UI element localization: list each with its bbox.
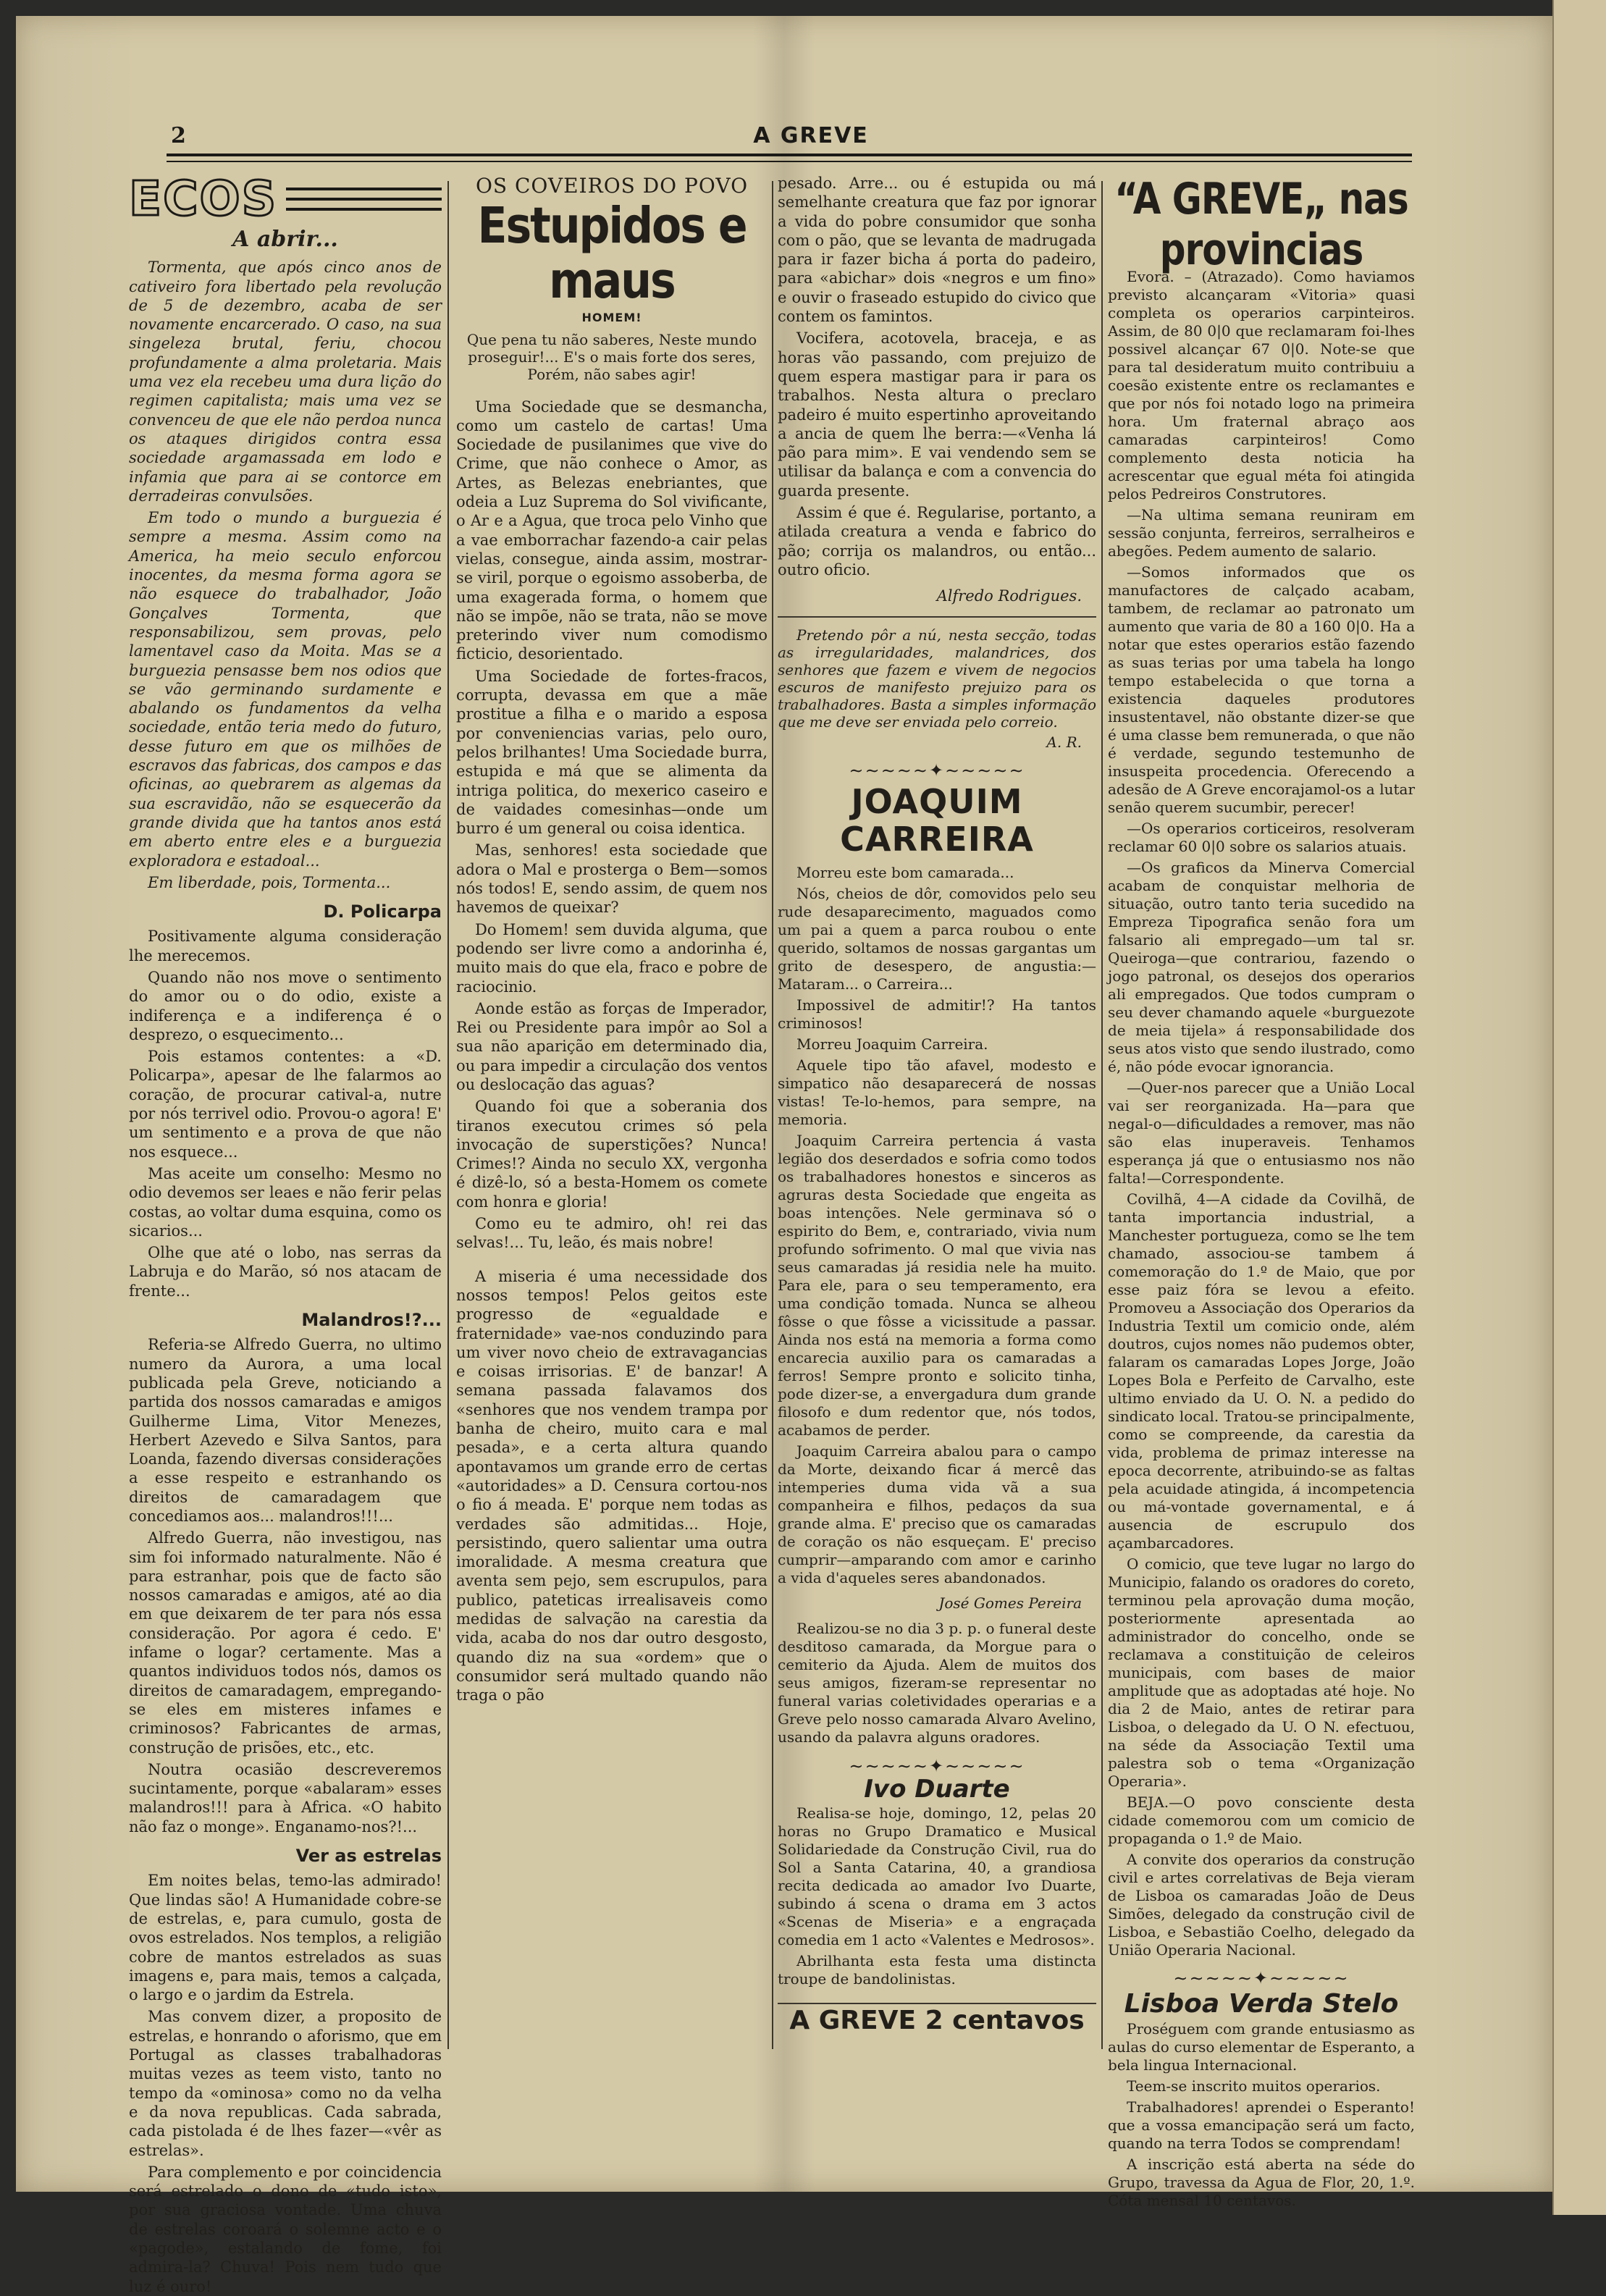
paragraph: Quando foi que a soberania dos tiranos executou crimes só pela invocação de superstições? Nunca! Crimes!? Ainda no seculo XX, vergonha é dizê-lo, só a besta-Homem os comete com honra e gloria! — [456, 1098, 768, 1211]
paragraph: Morreu Joaquim Carreira. — [796, 1035, 988, 1053]
paragraph: Impossivel de admitir!? Ha tantos criminosos! — [778, 996, 1096, 1032]
subhead-malandros: Malandros!?... — [301, 1310, 442, 1331]
paragraph: Morreu este bom camarada... — [796, 863, 1014, 881]
column-ecos — [129, 171, 442, 2295]
paragraph: A convite dos operarios da construção civil e artes correlativas de Beja vieram de Lisboa os camaradas João de Deus Simões, delegado da construção civil de Lisboa, e Sebastião Coelho, delegado da União Operaria Nacional. — [1108, 1851, 1415, 1959]
divider-flourish: ∼∼∼∼∼✦∼∼∼∼∼ — [1173, 1968, 1350, 1988]
paragraph: Joaquim Carreira abalou para o campo da Morte, deixando ficar á mercê das intemperies duma vida vã a sua companheira e filhos, pedaços da sua grande alma. E' preciso que os camaradas de coração os não esqueçam. E' preciso cumprir—amparando com amor e carinho a vida d'aqueles seres abandonados. — [778, 1442, 1096, 1586]
section-title-ecos: ECOS — [129, 171, 278, 227]
paragraph: Referia-se Alfredo Guerra, no ultimo numero da Aurora, a uma local publicada pela Greve, noticiando a partida dos nossos camaradas e amigos Guilherme Lima, Vitor Menezes, Herbert Azevedo e Silva Santos, para Loanda, fazendo diversas considerações a esse respeito e estranhando os direitos de camaradagem que concediamos aos... malandros!!!... — [129, 1336, 442, 1525]
page-number: 2 — [171, 123, 186, 148]
paragraph: Abrilhanta esta festa uma distincta troupe de bandolinistas. — [778, 1952, 1096, 1988]
paragraph: Aquele tipo tão afavel, modesto e simpatico não desaparecerá de nossas vistas! Te-lo-hemos, para sempre, na memoria. — [778, 1056, 1096, 1128]
paragraph: Tormenta, que após cinco anos de cativeiro fora libertado pela revolução de 5 de dezembro, acaba de ser novamente encarcerado. O caso, na sua singeleza brutal, feriu, chocou profundamente a alma proletaria. Mais uma vez ela recebeu uma dura lição do regimen capitalista; mais uma vez se convenceu de que ele não perdoa nunca os ataques dirigidos contra essa sociedade argamassada em lodo e infamia que para ai se contorce em derradeiras convulsões. — [129, 258, 442, 505]
adjacent-page-edge — [1552, 0, 1606, 2215]
article-kicker: OS COVEIROS DO POVO — [475, 174, 749, 198]
paragraph: Para complemento e por coincidencia será estrelado o dono de «tudo isto», por sua graciosa vontade. Uma chuva de estrelas coroará o solemne acto e o «pagode», estalando de fome, foi admira-la? Chuva! Pois nem tudo que luz é ouro! — [129, 2163, 442, 2295]
paragraph: —Quer-nos parecer que a União Local vai ser reorganizada. Ha—para que negal-o—dificuldades a remover, mas não são elas inuperaveis. Tenhamos esperança já que o entusiasmo nos não falta!—Correspondente. — [1108, 1079, 1415, 1187]
paragraph: Pois estamos contentes: a «D. Policarpa», apesar de lhe falarmos ao coração, de procurar catival-a, nutre por nós terrivel odio. Provou-o agora! E' um sentimento e a prova de que não nos esquece... — [129, 1048, 442, 1161]
paragraph: Pretendo pôr a nú, nesta secção, todas as irregularidades, malandrices, dos senhores que fazem e vivem de negocios escuros de manifesto prejuizo para os trabalhadores. Basta a simples informação que me deve ser enviada pelo correio. — [778, 626, 1096, 731]
notice-box — [778, 616, 1096, 751]
column-divider — [1101, 181, 1103, 2049]
paragraph: Em todo o mundo a burguezia é sempre a mesma. Assim como na America, ha meio seculo enforcou inocentes, da mesma forma agora se não esquece do trabalhador, João Gonçalves Tormenta, que responsabilizou, sem provas, pelo lamentavel caso da Moita. Mas se a burguezia pensasse bem nos odios que se vão germinando surdamente e abalando os fundamentos da velha sociedade, então teria medo do futuro, desse futuro em que os milhões de escravos das fabricas, dos campos e das oficinas, ao quebrarem as algemas da sua escravidão, não se esquecerão da grande divida que ha tantos anos está em aberto entre eles e a burguezia exploradora e estadoal... — [129, 509, 442, 870]
paragraph: Aonde estão as forças de Imperador, Rei ou Presidente para impôr ao Sol a sua não aparição em determinado dia, ou para impedir a circulação dos ventos ou deslocação das aguas? — [456, 999, 768, 1093]
paragraph: —Somos informados que os manufactores de calçado acabam, tambem, de reclamar ao patronato um aumento que varia de 80 a 160 0|0. Ha a notar que estes operarios estão fazendo as suas terias por uma tabela ha longo tempo estabelecida o que torna a existencia daqueles produtores insustentavel, não obstante dizer-se que é uma classe bem remunerada, o que não é verdade, segundo testemunho de insuspeita procedencia. Oferecendo a adesão de A Greve encorajamol-os a lutar senão querem sucumbir, perecer! — [1108, 563, 1415, 816]
paragraph: Em noites belas, temo-las admirado! Que lindas são! A Humanidade cobre-se de estrelas, e, para cumulo, gosta de ovos estrelados. Nos templos, a religião cobre de mantos estrelados as suas imagens e, para mais, temos a calçada, o largo e o jardim da Estrela. — [129, 1872, 442, 2004]
obituary-headline: JOAQUIM CARREIRA — [840, 781, 1034, 859]
verse-heading: HOMEM! — [581, 311, 642, 325]
header-rule — [167, 154, 1412, 156]
paragraph: Proséguem com grande entusiasmo as aulas do curso elementar de Esperanto, a bela lingua Internacional. — [1108, 2020, 1415, 2074]
paragraph: Evora. – (Atrazado). Como haviamos previsto alcançaram «Vitoria» quasi completa os operarios carpinteiros. Assim, de 80 0|0 que reclamaram foi-lhes possivel alcançar 67 0|0. Note-se que para tal desideratum muito contribuiu a coesão existente entre os reclamantes e que por nós foi notado logo na primeira hora. Um fraternal abraço aos camaradas carpinteiros! Como complemento desta noticia ha acrescentar que egual méta foi atingida pelos Pedreiros Construtores. — [1108, 268, 1415, 502]
subhead-estrelas: Ver as estrelas — [295, 1846, 442, 1867]
paragraph: Realisa-se hoje, domingo, 12, pelas 20 horas no Grupo Dramatico e Musical Solidariedade da Construção Civil, rua do Sol a Santa Catarina, 40, a grandiosa recita dedicada ao amador Ivo Duarte, subindo á scena o drama em 3 actos «Scenas de Miseria» e a engraçada comedia em 1 acto «Valentes e Medrosos». — [778, 1804, 1096, 1949]
paragraph: Do Homem! sem duvida alguma, que podendo ser livre como a andorinha é, muito mais do que ela, fraco e pobre de raciocinio. — [456, 920, 768, 996]
paragraph: Mas convem dizer, a proposito de estrelas, e honrando o aforismo, que em Portugal as classes trabalhadoras muitas vezes as teem visto, tanto no tempo da «ominosa» como no da velha e da nova republicas. Cada sabrada, cada pistolada é de lhes fazer—«vêr as estrelas». — [129, 2008, 442, 2159]
paragraph: Mas aceite um conselho: Mesmo no odio devemos ser leaes e não ferir pelas costas, ao voltar duma esquina, como os sicarios... — [129, 1164, 442, 1240]
column-divider — [447, 181, 449, 2049]
header-rule-thin — [167, 161, 1412, 162]
column-provincias — [1108, 174, 1415, 2209]
column-divider — [772, 181, 773, 2049]
article-headline: Estupidos e maus — [477, 196, 747, 311]
section-title-provincias: “A GREVE„ nas provincias — [1114, 174, 1408, 275]
price-notice: A GREVE 2 centavos — [778, 2003, 1096, 2030]
paragraph: BEJA.—O povo consciente desta cidade comemorou com um comicio de propaganda o 1.º de Maio. — [1108, 1794, 1415, 1847]
subhead-policarpa: D. Policarpa — [323, 901, 442, 922]
paragraph: —Na ultima semana reuniram em sessão conjunta, ferreiros, serralheiros e abegões. Pedem aumento de salario. — [1108, 506, 1415, 560]
subhead-abrir: A abrir... — [232, 227, 338, 252]
paragraph: pesado. Arre... ou é estupida ou má semelhante creatura que faz por ignorar a vida do pobre consumidor que sonha com o pão, que se levanta de madrugada para ir fazer bicha á porta do padeiro, para «abichar» dois «negros e um fino» e ouvir o fraseado estupido do civico que contem os famintos. — [778, 174, 1096, 326]
ecos-header — [129, 171, 442, 227]
paragraph: —Os operarios corticeiros, resolveram reclamar 60 0|0 sobre os salarios atuais. — [1108, 820, 1415, 855]
esperanto-headline: Lisboa Verda Stelo — [1124, 1989, 1399, 2019]
paragraph: Realizou-se no dia 3 p. p. o funeral deste desditoso camarada, da Morgue para o cemiterio da Ajuda. Alem de muitos dos seus amigos, fizeram-se representar no funeral varias coletividades operarias e a Greve pelo nosso camarada Alvaro Avelino, usando da palavra alguns oradores. — [778, 1619, 1096, 1746]
paragraph: Em liberdade, pois, Tormenta... — [148, 873, 391, 891]
author-signature: José Gomes Pereira — [938, 1594, 1082, 1612]
paragraph: Quando não nos move o sentimento do amor ou o do odio, existe a indiferença e a indiferença é o desprezo, o esquecimento... — [129, 968, 442, 1043]
paragraph: A inscrição está aberta na séde do Grupo, travessa da Agua de Flor, 20, 1.º. Cóta mensal 10 centavos. — [1108, 2156, 1415, 2209]
paragraph: Uma Sociedade de fortes-fracos, corrupta, devassa em que a mãe prostitue a filha e o marido a esposa por conveniencias varias, pelo ouro, pelos brilhantes! Uma Sociedade burra, estupida e má que se alimenta da intriga politica, do mexerico caseiro e de vaidades comesinhas—onde um burro é um general ou coisa identica. — [456, 667, 768, 838]
paragraph: Noutra ocasião descreveremos sucintamente, porque «abalaram» esses malandros!!! para à Africa. «O habito não faz o monge». Enganamo-nos?!... — [129, 1760, 442, 1835]
paragraph: A miseria é uma necessidade dos nossos tempos! Pelos geitos este progresso de «egualdade e fraternidade» vae-nos conduzindo para um viver novo cheio de extravagancias e coisas irrisorias. E' de banzar! A semana passada falavamos dos «senhores que nos vendem trampa por banha de cheiro, muito cara e mal pesada», e a certa altura quando apontavamos um grande erro de certas «autoridades» a D. Censura cortou-nos o fio á meada. E' porque nem todas as verdades são admitidas... Hoje, persistindo, quero salientar uma outra imoralidade. A mesma creatura que aventa sem pejo, sem escrupulos, para publico, pateticas irrealisaveis como medidas de salvação na carestia da vida, acaba do nos dar outro desgosto, quando diz na sua «ordem» que o consumidor será multado quando não traga o pão — [456, 1267, 768, 1704]
paragraph: O comicio, que teve lugar no largo do Municipio, falando os oradores do coreto, terminou pela aprovação duma moção, posteriormente apresentada ao administrador do concelho, onde se reclamava a constituição de celeiros municipais, com bases de maior amplitude que as adoptadas até hoje. No dia 2 de Maio, antes de retirar para Lisboa, o delegado da U. O N. efectuou, na séde da Associação Textil uma palestra sob o tema «Organização Operaria». — [1108, 1555, 1415, 1790]
verse-text: Que pena tu não saberes, Neste mundo proseguir!... E's o mais forte dos seres, Porém, não sabes agir! — [466, 330, 757, 383]
paragraph: Joaquim Carreira pertencia á vasta legião dos deserdados e sofria como todos os trabalhadores honestos e sinceros as agruras desta Sociedade que engeita as boas intenções. Nele germinava só o espirito do Bem, e, contrariado, vivia num profundo sofrimento. O mal que vivia nas seus camaradas já residia nele ha muito. Para ele, para o seu temperamento, era uma condição tomada. Nunca se alheou fôsse o que fôsse a vicissitude a passar. Ainda nos está na memoria a forma como encarecia auxilio para os camaradas a ferros! Sempre pronto e solicito tinha, pode dizer-se, a envergadura dum grande filosofo e dum redentor que, nós todos, acabamos de perder. — [778, 1131, 1096, 1439]
masthead-title: A GREVE — [753, 123, 869, 148]
divider-flourish: ∼∼∼∼∼✦∼∼∼∼∼ — [849, 760, 1025, 781]
paragraph: Alfredo Guerra, não investigou, nas sim foi informado naturalmente. Não é para estranhar, pois que de facto são nossos camaradas e amigos, até ao dia em que deixarem de ter para nós essa consideração. Por agora é cedo. E' infame o logar? certamente. Mas a quantos individuos todos nós, damos os direitos de camaradagem, empregando-se eles em misteres infames e criminosos? Fabricantes de armas, construção de prisões, etc., etc. — [129, 1529, 442, 1757]
paragraph: Teem-se inscrito muitos operarios. — [1127, 2077, 1381, 2095]
paragraph: Olhe que até o lobo, nas serras da Labruja e do Marão, só nos atacam de frente... — [129, 1244, 442, 1300]
notice-signature: A. R. — [1046, 733, 1082, 751]
column-joaquim — [778, 174, 1096, 2056]
ecos-decoration — [286, 180, 442, 218]
author-signature: Alfredo Rodrigues. — [936, 587, 1082, 605]
paragraph: Como eu te admiro, oh! rei das selvas!... Tu, leão, és mais nobre! — [456, 1215, 768, 1252]
paragraph: Assim é que é. Regularise, portanto, a atilada creatura a venda e fabrico do pão; corrija os malandros, ou então... outro oficio. — [778, 504, 1096, 579]
paragraph: Nós, cheios de dôr, comovidos pelo seu rude desaparecimento, maguados como um pai a quem a parca roubou o ente querido, soltamos de nossas gargantas um grito de desespero, de angustia:—Mataram... o Carreira... — [778, 884, 1096, 993]
paragraph: Positivamente alguma consideração lhe merecemos. — [129, 928, 442, 964]
divider-flourish: ∼∼∼∼∼✦∼∼∼∼∼ — [849, 1755, 1025, 1776]
paragraph: Uma Sociedade que se desmancha, como um castelo de cartas! Uma Sociedade de pusilanimes que vive do Crime, que não conhece o Amor, as Artes, as Belezas enebriantes, que odeia a Luz Suprema do Sol vivificante, o Ar e a Agua, que troca pelo Vinho que a vae emborrachar fazendo-a cair pelas vielas, consegue, ainda assim, mostrar-se viril, porque o egoismo assoberba, de uma exagerada forma, o homem que não se impõe, não se trata, não se move preterindo viver num comodismo ficticio, desorientado. — [456, 398, 768, 663]
event-headline: Ivo Duarte — [864, 1775, 1010, 1804]
paragraph: Vocifera, acotovela, braceja, e as horas vão passando, com prejuizo de quem espera mastigar para ir para os trabalhos. Nesta altura o preclaro padeiro é muito espertinho aproveitando a ancia de quem lhe berra:—«Venha lá pão para mim». E vai vendendo sem se utilisar da balança e com a convencia do guarda presente. — [778, 329, 1096, 500]
paragraph: Trabalhadores! aprendei o Esperanto! que a vossa emancipação será um facto, quando na terra Todos se comprendam! — [1108, 2098, 1415, 2152]
column-estupidos — [456, 174, 768, 2056]
paragraph: Mas, senhores! esta sociedade que adora o Mal e prosterga o Bem—somos nós todos! E, sendo assim, de quem nos havemos de queixar? — [456, 841, 768, 917]
paragraph: Covilhã, 4—A cidade da Covilhã, de tanta importancia industrial, a Manchester portugueza, como se lhe tem chamado, associou-se tambem á comemoração do 1.º de Maio, que por esse paiz fóra se levou a efeito. Promoveu a Associação dos Operarios da Industria Textil um comicio onde, além doutros, cujos nomes não pudemos obter, falaram os camaradas Lopes Jorge, João Lopes Bola e Perfeito de Carvalho, este ultimo enviado da U. O. N. a pedido do sindicato local. Tratou-se principalmente, como se compreende, da carestia da vida, problema de primaz interesse na epoca decorrente, atribuindo-se as faltas pela acuidade atingida, á incompetencia ou má-vontade governamental, e á ausencia de escrupulo dos açambarcadores. — [1108, 1190, 1415, 1552]
paragraph: —Os graficos da Minerva Comercial acabam de conquistar melhoria de situação, outro tanto teria sucedido na Empreza Tipografica senão fora um falsario ali empregado—um tal sr. Queiroga—que contrariou, fazendo o jogo patronal, os desejos dos operarios ali empregados. Que todos cumpram o seu dever chamando aquele «burguezote de meia tijela» á responsabilidade dos seus atos visto que sendo ilustrado, como é, não póde evocar ignorancia. — [1108, 859, 1415, 1075]
